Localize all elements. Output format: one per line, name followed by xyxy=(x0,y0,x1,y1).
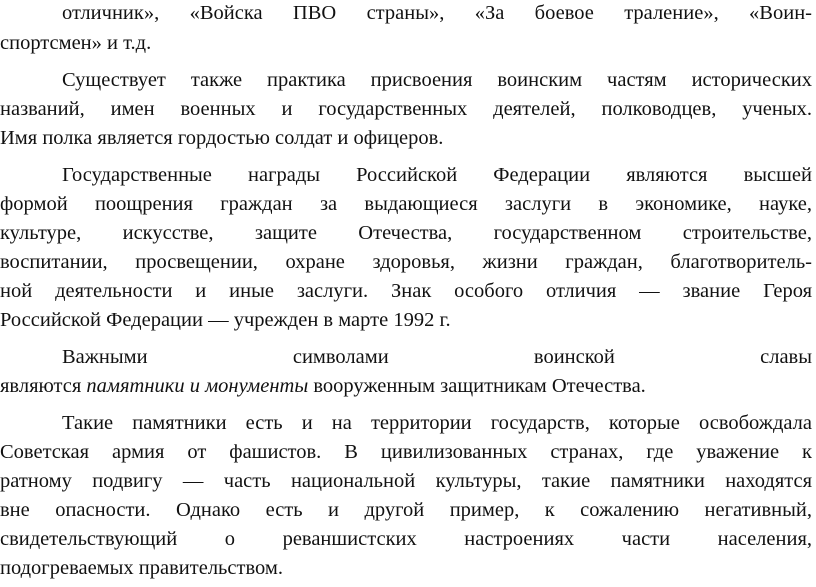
paragraph-2-line-2: формой поощрения граждан за выдающиеся заслуги в экономике, науке, xyxy=(0,193,812,215)
paragraph-3-text-before: являются xyxy=(0,375,87,397)
paragraph-4-line-4: вне опасности. Однако есть и другой пример, к сожалению негативный, xyxy=(0,499,812,521)
paragraph-1-line-3: Имя полка является гордостью солдат и офицеров. xyxy=(0,127,444,149)
paragraph-3-italic-phrase: памятники и монументы xyxy=(86,375,309,397)
paragraph-1-line-1: Существует также практика присвоения воинским частям исторических xyxy=(62,69,812,91)
paragraph-4-line-6: подогреваемых правительством. xyxy=(0,557,283,579)
paragraph-4-line-5: свидетельствующий о реваншистских настроениях части населения, xyxy=(0,528,812,550)
paragraph-2-line-5: ной деятельности и иные заслуги. Знак особого отличия — звание Героя xyxy=(0,280,812,302)
paragraph-3-text-after: вооруженным защитникам Отечества. xyxy=(308,375,646,397)
paragraph-0-line-2: спортсмен» и т.д. xyxy=(0,32,152,54)
paragraph-4-line-2: Советская армия от фашистов. В цивилизованных странах, где уважение к xyxy=(0,441,812,463)
paragraph-2-line-1: Государственные награды Российской Федерации являются высшей xyxy=(62,164,812,186)
paragraph-4-line-3: ратному подвигу — часть национальной культуры, такие памятники находятся xyxy=(0,470,812,492)
paragraph-2-line-3: культуре, искусстве, защите Отечества, государственном строительстве, xyxy=(0,222,812,244)
paragraph-3-line-2 xyxy=(0,372,812,401)
paragraph-2-line-6: Российской Федерации — учрежден в марте 1992 г. xyxy=(0,309,451,331)
paragraph-1-line-2: названий, имен военных и государственных деятелей, полководцев, ученых. xyxy=(0,98,812,120)
paragraph-2-line-4: воспитании, просвещении, охране здоровья, жизни граждан, благотворитель- xyxy=(0,251,812,273)
paragraph-3-line-1: Важными символами воинской славы xyxy=(62,346,812,368)
paragraph-0-line-1: отличник», «Войска ПВО страны», «За боевое траление», «Воин- xyxy=(62,2,812,24)
paragraph-4-line-1: Такие памятники есть и на территории государств, которые освобождала xyxy=(62,412,812,434)
